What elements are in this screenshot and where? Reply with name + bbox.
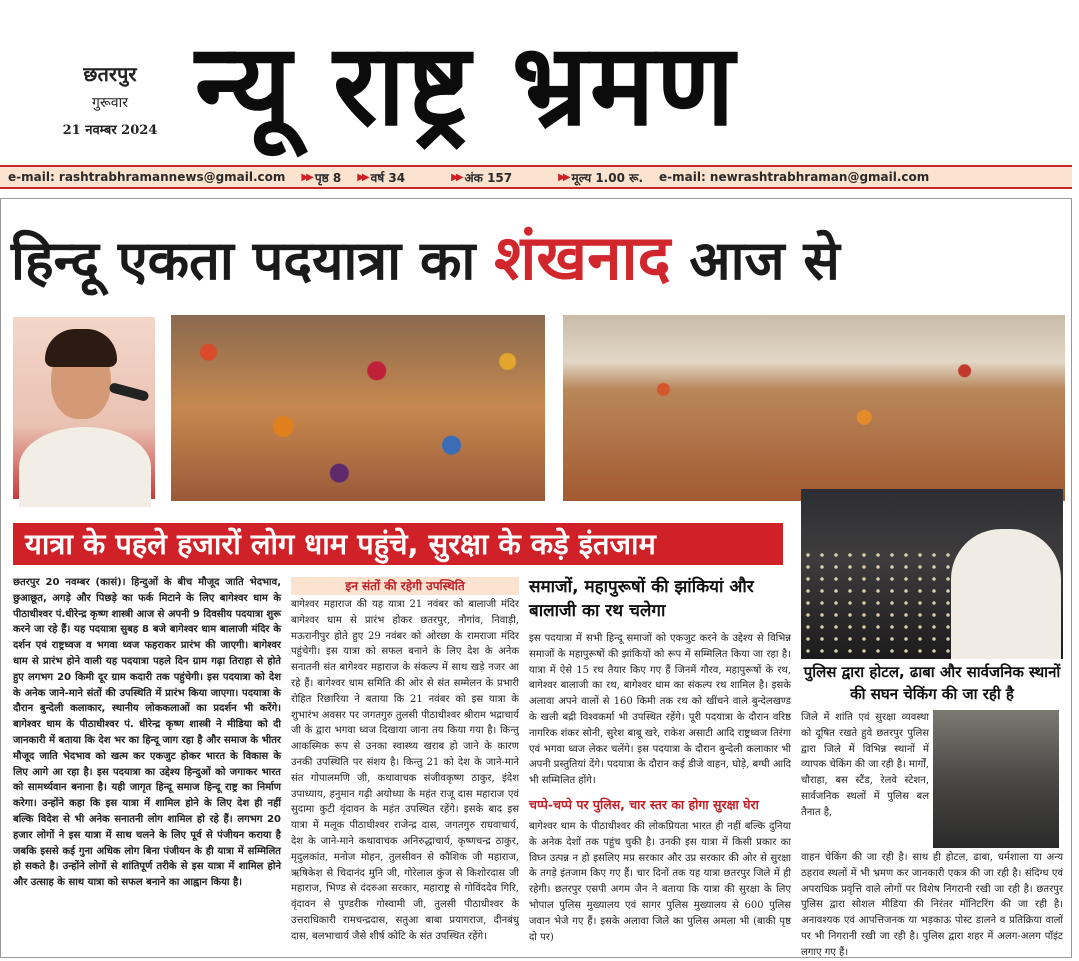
double-arrow-icon: ▶▶ bbox=[558, 171, 568, 183]
page-number bbox=[293, 169, 349, 186]
email-right[interactable]: e-mail: newrashtrabhraman@gmail.com bbox=[659, 170, 930, 184]
dateline bbox=[55, 60, 165, 138]
tableaux-article-title: समाजों, महापुरूषों की झांकियां और बालाजी का रथ चलेगा bbox=[529, 577, 754, 621]
dateline-city: छतरपुर bbox=[83, 62, 137, 86]
masthead bbox=[0, 0, 1079, 160]
issue-number bbox=[443, 169, 520, 186]
double-arrow-icon: ▶▶ bbox=[451, 171, 461, 183]
year-number-text: वर्ष 34 bbox=[370, 170, 406, 185]
double-arrow-icon: ▶▶ bbox=[301, 171, 311, 183]
police-article-text: बागेश्वर धाम के पीठाधीश्वर की लोकप्रियता भारत ही नहीं बल्कि दुनिया के अनेक देशों तक पहुंच चुकी है। उनकी इस यात्रा में किसी प्रकार का विघ्न उत्पन्न न हो इसलिए मप्र सरकार और उप्र सरकार की ओर से सुरक्षा के तगड़े इंतजाम किए गए हैं। चार दिनों तक यह यात्रा छतरपुर जिले में ही रहेगी। छतरपुर एसपी अगम जैन ने बताया कि यात्रा की सुरक्षा के लिए भोपाल पुलिस मुख्यालय एवं सागर पुलिस मुख्यालय से 600 पुलिस जवान भेजे गए हैं। इसके अलावा जिले का पुलिस अमला भी (बाकी पृष्ठ दो पर) bbox=[529, 821, 791, 943]
microphone-icon bbox=[108, 382, 149, 402]
issue-number-text: अंक 157 bbox=[464, 170, 513, 185]
speaker-photo bbox=[13, 317, 155, 499]
headline-part-2: आज से bbox=[689, 229, 840, 292]
saints-box-text: बागेश्वर महाराज की यह यात्रा 21 नवंबर को बालाजी मंदिर बागेश्वर धाम से प्रारंभ होकर छतरपुर, नौगांव, निवाड़ी, मऊरानीपुर होते हुए 29 नवंबर को ओरछा के रामराजा मंदिर पहुंचेगी। इस यात्रा को सफल बनाने के लिए देश के अनेक सनातनी संत बागेश्वर महाराज के संकल्प में साथ खड़े नजर आ रहे हैं। बागेश्वर धाम समिति की ओर से संत सम्मेलन के प्रभारी रोहित रिछारिया ने बताया कि 21 नवंबर को इस यात्रा के शुभारंभ अवसर पर जगतगुरु तुलसी पीठाधीश्वर श्रीराम भद्राचार्य जी के द्वारा भगवा ध्वज दिखाया जाना तय किया गया है। किन्तु आकस्मिक रूप से उनका स्वास्थ्य खराब हो जाने के कारण उनकी उपस्थिति पर संशय है। किन्तु 21 को देश के जाने-माने संत गोपालमणि जी, कथावाचक संजीवकृष्ण ठाकुर, इंदेश उपाध्याय, हनुमान गढ़ी अयोध्या के महंत राजू दास महाराज एवं सुदामा कुटी वृंदावन के महंत उपस्थित रहेंगे। इसके बाद इस यात्रा में मलूक पीठाधीश्वर राजेन्द्र दास, जगतगुरु राघवाचार्य, देश के जाने-माने कथावाचक अनिरुद्धाचार्य, कृष्णचन्द्र ठाकुर, मृदुलकांत, मनोज मोहन, तुलसीवन से कौशिक जी महाराज, ऋषिकेश से चिदानंद मुनि जी, गोरेलाल कुंज से किशोरदास जी महाराज, भिण्ड से दंदरुआ सरकार, महाराष्ट्र से गोविंददेव गिरि, वृंदावन से पुण्डरीक गोस्वामी जी, तुलसी पीठाधीश्वर के उत्तराधिकारी रामचन्द्रदास, सतुआ बाबा प्रयागराज, दीनबंधु दास, बलभाचार्य जैसे शीर्ष कोटि के संत उपस्थित रहेंगे। bbox=[291, 599, 519, 942]
email-left[interactable]: e-mail: rashtrabhramannews@gmail.com bbox=[8, 170, 286, 184]
police-article-title: चप्पे-चप्पे पर पुलिस, चार स्तर का होगा सुरक्षा घेरा bbox=[529, 797, 759, 812]
page-number-text: पृष्ठ 8 bbox=[314, 170, 342, 185]
tableaux-article-text: इस पदयात्रा में सभी हिन्दू समाजों को एकजुट करने के उद्देश्य से विभिन्न समाजों के महापुरूषों की झांकियों को रूप में सम्मिलित किया जा रहा है। यात्रा में ऐसे 15 रथ तैयार किए गए हैं जिनमें गौरव, महापुरूषों के रथ, बागेश्वर बालाजी का रथ, बागेश्वर धाम का संकल्प रथ शामिल है। इसके अलावा अपने वालों से 160 किमी तक रथ को खींचने वाले बुन्देलखण्ड के खली बद्री विश्वकर्मा भी उपस्थित रहेंगे। पूरी पदयात्रा के दौरान वरिष्ठ नागरिक शंकर सोनी, सुरेश बाबू खरे, राकेश असाटी आदि राष्ट्रध्वज तिरंगा एवं भगवा ध्वज लेकर चलेंगे। इस पदयात्रा के दौरान बुन्देली कलाकार भी अपनी प्रस्तुतियां देंगे। पदयात्रा के दौरान कई डीजे वाहन, घोड़े, बग्घी आदि भी सम्मिलित होंगे। bbox=[529, 633, 791, 787]
price bbox=[550, 169, 651, 186]
front-page bbox=[0, 198, 1072, 958]
district-article-text-narrow: जिले में शांति एवं सुरक्षा व्यवस्था को दूषित रखते हुवे छतरपुर पुलिस द्वारा जिले में विभिन्न स्थानों में व्यापक चेकिंग की जा रही है। मार्गों, चौराहा, बस स्टैंड, रेलवे स्टेशन, सार्वजनिक स्थलों में पुलिस बल तैनात है, bbox=[801, 712, 929, 818]
year-number bbox=[349, 169, 413, 186]
saints-box-title: इन संतों की रहेगी उपस्थिति bbox=[291, 577, 519, 595]
dateline-day: गुरूवार bbox=[92, 95, 128, 111]
main-article-text: छतरपुर 20 नवम्बर (कासं)। हिन्दुओं के बीच मौजूद जाति भेदभाव, छुआछूत, अगड़े और पिछड़े का फर्क मिटाने के लिए बागेश्वर धाम के पीठाधीश्वर पं.धीरेन्द्र कृष्ण शास्त्री आज से अपनी 9 दिवसीय पदयात्रा शुरू करने जा रहे हैं। यह पदयात्रा सुबह 8 बजे बागेश्वर धाम बालाजी मंदिर के दर्शन एवं राष्ट्रध्वज व भगवा ध्वज फहराकर प्रारंभ की जाएगी। बागेश्वर धाम से प्रारंभ होने वाली यह पदयात्रा पहले दिन ग्राम गढ़ा तिराहा से होते हुए लगभग 20 किमी दूर ग्राम कदारी तक पहुंचेगी। इस पदयात्रा को देश के अनेक जाने-माने संतों की उपस्थिति में प्रारंभ किया जाएगा। पदयात्रा के दौरान बुन्देली कलाकार, स्थानीय लोककलाओं का प्रदर्शन भी करेंगे। बागेश्वर धाम के पीठाधीश्वर पं. धीरेन्द्र कृष्ण शास्त्री ने मीडिया को दी जानकारी में बताया कि देश भर का हिन्दू जाग रहा है और समाज के भीतर मौजूद जाति भेदभाव को खत्म कर एकजुट होकर भारत के विकास के लिए आगे आ रहा है। इस पदयात्रा का उद्देश्य हिन्दुओं को जगाकर भारत को सामर्थ्यवान बनाना है। यही जागृत हिन्दू समाज हिन्दू राष्ट्र का निर्माण करेगा। उन्होंने कहा कि इस यात्रा में शामिल होने के लिए देश ही नहीं बल्कि विदेश से भी अनेक सनातनी लोग शामिल हो रहे हैं। लगभग 20 हजार लोगों ने इस यात्रा में साथ चलने के लिए पूर्व से पंजीयन कराया है जबकि इससे कई गुना अधिक लोग बिना पंजीयन के ही यात्रा में सम्मिलित हो सकते है। उन्होंने लोगों से शांतिपूर्ण तरीके से इस यात्रा में शामिल होने और उत्साह के साथ यात्रा को सफल बनाने का आह्वान किया है। bbox=[13, 577, 281, 889]
photo-caption: पुलिस द्वारा होटल, ढाबा और सार्वजनिक स्थानों की सघन चेकिंग की जा रही है bbox=[801, 661, 1063, 707]
info-bar bbox=[0, 165, 1072, 189]
price-text: मूल्य 1.00 रू. bbox=[571, 170, 643, 185]
crowd-photo-temple bbox=[563, 315, 1065, 501]
sub-headline: यात्रा के पहले हजारों लोग धाम पहुंचे, सुरक्षा के कड़े इंतजाम bbox=[13, 523, 783, 565]
double-arrow-icon: ▶▶ bbox=[357, 171, 367, 183]
night-crowd-photo bbox=[801, 489, 1063, 659]
main-headline bbox=[11, 219, 1071, 297]
newspaper-title: न्यू राष्ट्र भ्रमण bbox=[195, 19, 737, 152]
dateline-date: 21 नवम्बर 2024 bbox=[62, 123, 158, 138]
crowd-photo-women bbox=[171, 315, 545, 501]
headline-highlight: शंखनाद bbox=[494, 221, 671, 294]
police-checking-photo bbox=[933, 710, 1059, 848]
district-article-text-wide: वाहन चेकिंग की जा रही है। साथ ही होटल, ढाबा, धर्मशाला या अन्य ठहराव स्थलों में भी भ्रमण कर जानकारी एकत्र की जा रही है। संदिग्ध एवं अपराधिक प्रवृत्ति वाले लोगों पर विशेष निगरानी रखी जा रही है। छतरपुर पुलिस द्वारा सोशल मीडिया की निरंतर मॉनिटरिंग की जा रही है। अनावश्यक एवं आपत्तिजनक या भड़काऊ पोस्ट डालने व प्रतिक्रिया वालों पर भी निगरानी रखी जा रही है। पुलिस द्वारा शहर में अलग-अलग पॉइंट लगाए गए हैं। bbox=[801, 852, 1063, 958]
headline-part-1: हिन्दू एकता पदयात्रा का bbox=[11, 229, 476, 292]
